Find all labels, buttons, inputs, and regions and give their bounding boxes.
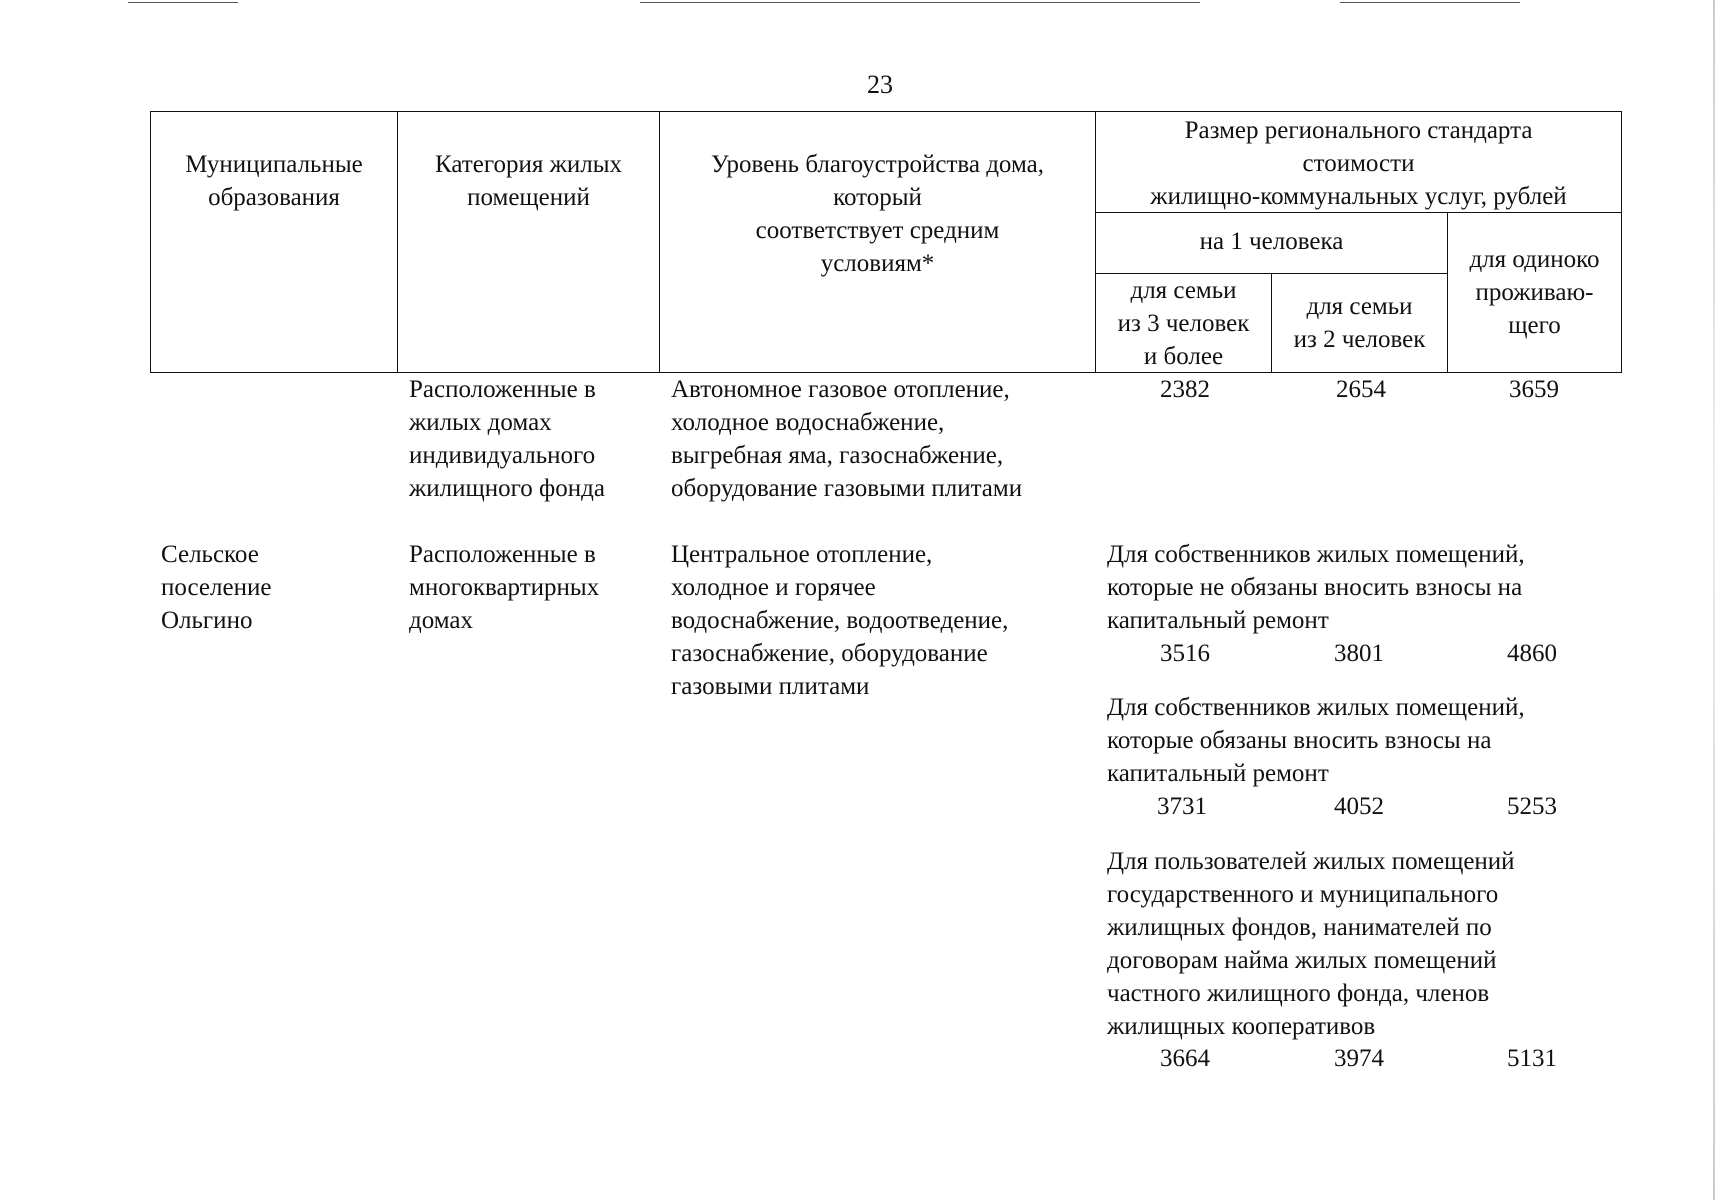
header-standard-size-line: Размер регионального стандарта — [1184, 117, 1533, 144]
row1-level-line: холодное водоснабжение, — [671, 409, 945, 436]
group1-label-line: которые не обязаны вносить взносы на — [1107, 574, 1523, 601]
page-edge — [1713, 0, 1715, 1200]
row2-level-line: холодное и горячее — [671, 574, 876, 601]
header-standard-size-line: жилищно-коммунальных услуг, рублей — [1150, 183, 1567, 210]
row1-category-line: индивидуального — [409, 442, 596, 469]
header-municipalities — [150, 111, 398, 373]
header-level-line: соответствует средним — [755, 217, 1000, 244]
group3-label-line: жилищных кооперативов — [1107, 1013, 1376, 1040]
header-family3-line: и более — [1143, 343, 1224, 370]
group1-label-line: капитальный ремонт — [1107, 607, 1329, 634]
header-family3 — [1095, 273, 1272, 373]
group2-value-single: 5253 — [1507, 793, 1557, 820]
row2-municipality-line: Сельское — [161, 541, 259, 568]
group3-value-single: 5131 — [1507, 1045, 1557, 1072]
row2-level-line: Центральное отопление, — [671, 541, 933, 568]
group3-label-line: жилищных фондов, нанимателей по — [1107, 914, 1492, 941]
group2-label-line: капитальный ремонт — [1107, 760, 1329, 787]
top-rule-right — [1340, 2, 1520, 3]
row2-category — [409, 538, 599, 637]
group3-label-line: Для пользователей жилых помещений — [1107, 848, 1515, 875]
header-standard-size — [1095, 111, 1622, 213]
row1-value-single: 3659 — [1509, 376, 1559, 403]
group2-label-line: которые обязаны вносить взносы на — [1107, 727, 1492, 754]
header-single-line: для одиноко — [1469, 246, 1600, 273]
header-family3-line: для семьи — [1130, 277, 1237, 304]
header-family2-line: из 2 человек — [1293, 326, 1426, 353]
header-level-line: условиям* — [820, 250, 935, 277]
group1-label — [1107, 538, 1525, 637]
header-category-line: помещений — [467, 184, 590, 211]
group3-label-line: договорам найма жилых помещений — [1107, 947, 1497, 974]
top-rule-left — [128, 2, 238, 3]
top-rule-middle — [640, 2, 1200, 3]
row2-municipality-line: поселение — [161, 574, 272, 601]
row1-level-line: Автономное газовое отопление, — [671, 376, 1010, 403]
group3-label — [1107, 845, 1515, 1043]
row2-category-line: домах — [409, 607, 473, 634]
row2-level-line: газовыми плитами — [671, 673, 870, 700]
row2-level-line: водоснабжение, водоотведение, — [671, 607, 1009, 634]
header-municipalities-line: Муниципальные — [185, 151, 363, 178]
page-number: 23 — [867, 70, 893, 99]
header-standard-size-line: стоимости — [1302, 150, 1415, 177]
row1-level-line: оборудование газовыми плитами — [671, 475, 1023, 502]
header-family2 — [1271, 273, 1448, 373]
header-level — [659, 111, 1096, 373]
row1-category-line: жилых домах — [409, 409, 552, 436]
row1-category-line: Расположенные в — [409, 376, 596, 403]
row2-municipality-line: Ольгино — [161, 607, 253, 634]
row1-value-family2: 2654 — [1336, 376, 1386, 403]
group1-value-single: 4860 — [1507, 640, 1557, 667]
group3-label-line: государственного и муниципального — [1107, 881, 1499, 908]
group2-value-family2: 4052 — [1334, 793, 1384, 820]
row1-value-family3: 2382 — [1160, 376, 1210, 403]
header-single-line: проживаю- — [1475, 279, 1594, 306]
group3-value-family3: 3664 — [1160, 1045, 1210, 1072]
row1-level-line: выгребная яма, газоснабжение, — [671, 442, 1004, 469]
row2-category-line: Расположенные в — [409, 541, 596, 568]
group2-label — [1107, 691, 1525, 790]
header-per-person — [1095, 212, 1448, 274]
header-level-line: Уровень благоустройства дома, — [711, 151, 1044, 178]
row2-level — [671, 538, 1008, 703]
row2-category-line: многоквартирных — [409, 574, 600, 601]
group3-label-line: частного жилищного фонда, членов — [1107, 980, 1490, 1007]
row1-category — [409, 373, 605, 505]
group3-value-family2: 3974 — [1334, 1045, 1384, 1072]
header-family3-line: из 3 человек — [1117, 310, 1250, 337]
group1-value-family3: 3516 — [1160, 640, 1210, 667]
row2-level-line: газоснабжение, оборудование — [671, 640, 988, 667]
group2-label-line: Для собственников жилых помещений, — [1107, 694, 1525, 721]
header-single — [1447, 212, 1622, 373]
table-header — [150, 111, 1622, 373]
group1-label-line: Для собственников жилых помещений, — [1107, 541, 1525, 568]
header-municipalities-line: образования — [208, 184, 340, 211]
row1-level — [671, 373, 1022, 505]
header-category — [397, 111, 660, 373]
header-per-person-label: на 1 человека — [1199, 228, 1344, 255]
header-family2-line: для семьи — [1306, 293, 1413, 320]
header-category-line: Категория жилых — [435, 151, 622, 178]
group2-value-family3: 3731 — [1157, 793, 1207, 820]
header-single-line: щего — [1508, 312, 1561, 339]
header-level-line: который — [833, 184, 922, 211]
row1-category-line: жилищного фонда — [409, 475, 605, 502]
row2-municipality — [161, 538, 271, 637]
group1-value-family2: 3801 — [1334, 640, 1384, 667]
